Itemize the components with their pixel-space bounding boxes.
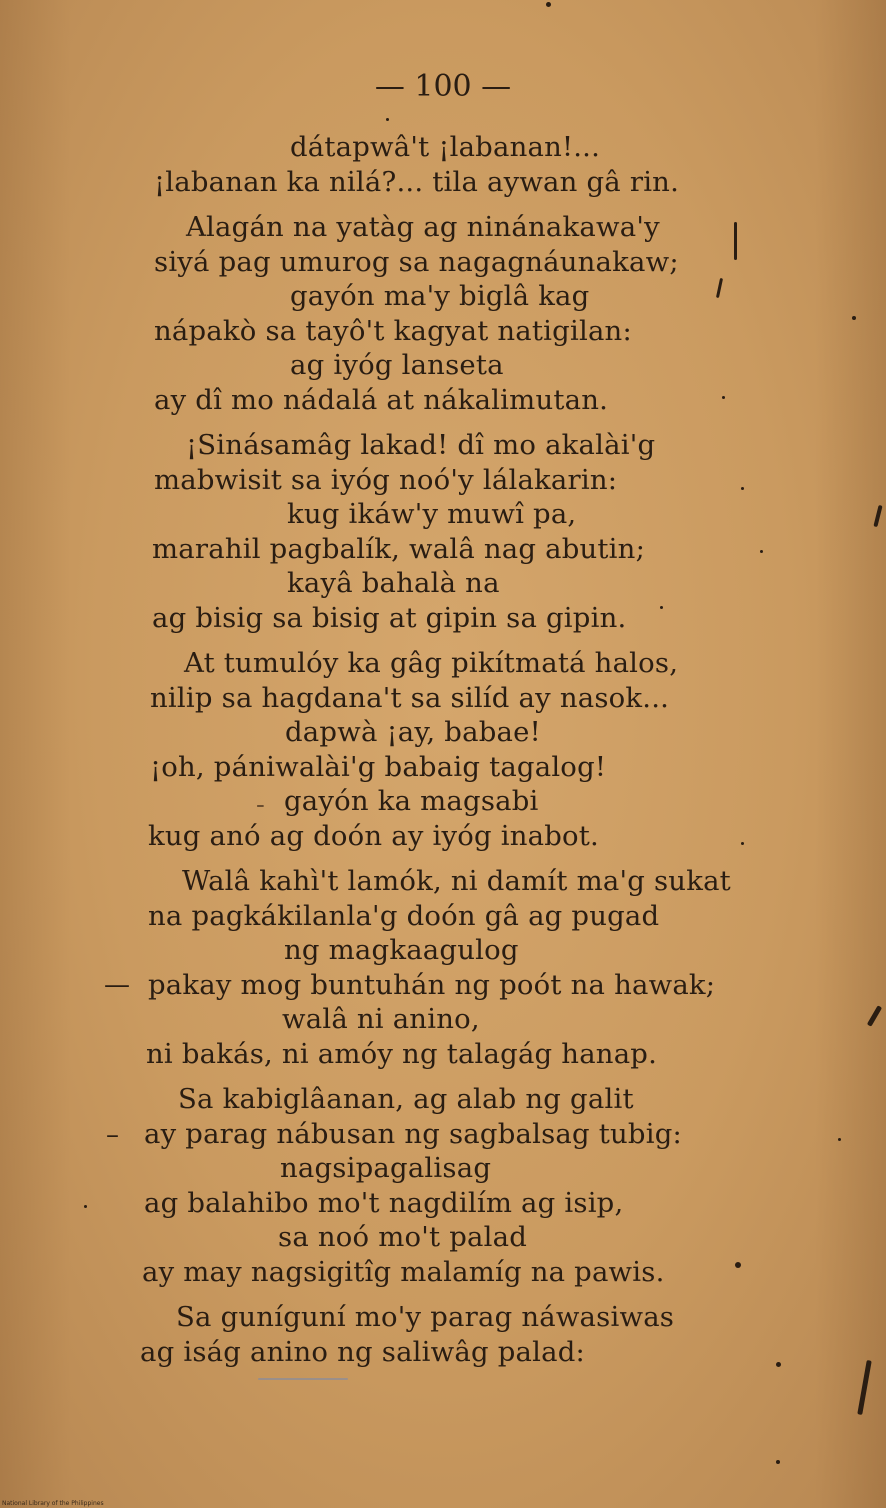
poem-line: ay dî mo nádalá at nákalimutan.	[154, 383, 609, 416]
poem-line: ay may nagsigitîg malamíg na pawis.	[142, 1255, 665, 1288]
poem	[0, 130, 886, 1369]
ink-speck	[386, 118, 389, 121]
poem-line: ag iyóg lanseta	[290, 349, 504, 381]
stanza-6	[0, 1082, 886, 1289]
ink-speck	[852, 316, 856, 320]
ink-speck	[838, 1138, 841, 1141]
ink-speck	[546, 2, 551, 7]
poem-line: gayón ma'y biglâ kag	[290, 280, 590, 312]
stanza-3	[0, 428, 886, 635]
poem-line: ag bisig sa bisig at gipin sa gipin.	[152, 601, 627, 634]
poem-line: Walâ kahì't lamók, ni damít ma'g sukat	[182, 865, 731, 897]
poem-line: kug anó ag doón ay iyóg inabot.	[148, 819, 599, 852]
margin-mark: —	[104, 970, 130, 1000]
ink-speck	[660, 606, 663, 609]
ink-speck	[776, 1362, 781, 1367]
poem-line: ¡labanan ka nilá?... tila aywan gâ rin.	[154, 165, 680, 198]
poem-line: ¡oh, pániwalài'g babaig tagalog!	[150, 750, 607, 783]
poem-line: At tumulóy ka gâg pikítmatá halos,	[184, 647, 679, 679]
poem-line: na pagkákilanla'g doón gâ ag pugad	[148, 899, 660, 932]
poem-line: Alagán na yatàg ag ninánakawa'y	[186, 211, 660, 243]
stanza-4	[0, 646, 886, 853]
margin-mark: –	[106, 1120, 119, 1150]
poem-line: Sa kabiglâanan, ag alab ng galit	[178, 1083, 634, 1115]
poem-line: kayâ bahalà na	[287, 567, 500, 599]
page-number: — 100 —	[374, 69, 512, 104]
poem-line: nilip sa hagdana't sa silíd ay nasok...	[150, 681, 670, 714]
pencil-stroke	[258, 1378, 348, 1380]
ink-speck	[741, 842, 744, 845]
poem-line: dapwà ¡ay, babae!	[285, 716, 541, 748]
poem-line: nagsipagalisag	[280, 1152, 492, 1184]
poem-line: ni bakás, ni amóy ng talagág hanap.	[146, 1037, 658, 1070]
ink-speck	[84, 1205, 87, 1208]
poem-line: pakay mog buntuhán ng poót na hawak;	[148, 968, 716, 1001]
stanza-1	[0, 130, 886, 199]
ink-speck	[741, 487, 744, 490]
stanza-5	[0, 864, 886, 1071]
poem-line: gayón ka magsabi	[284, 785, 539, 817]
poem-line: dátapwâ't ¡labanan!...	[290, 131, 601, 163]
stanza-7	[0, 1300, 886, 1369]
poem-line: ¡Sinásamâg lakad! dî mo akalài'g	[186, 429, 656, 461]
poem-line: marahil pagbalík, walâ nag abutin;	[152, 532, 646, 565]
poem-line: ag iság anino ng saliwâg palad:	[140, 1335, 585, 1368]
footer-credit: National Library of the Philippines	[2, 1500, 104, 1507]
poem-line: siyá pag umurog sa nagagnáunakaw;	[154, 245, 679, 278]
ink-speck	[776, 1460, 780, 1464]
ink-speck	[722, 396, 725, 399]
ink-speck	[735, 1262, 741, 1268]
poem-line: walâ ni anino,	[282, 1003, 480, 1035]
poem-line: mabwisit sa iyóg noó'y lálakarin:	[154, 463, 618, 496]
pencil-stroke	[734, 222, 737, 260]
margin-mark: -	[256, 790, 265, 820]
poem-line: ag balahibo mo't nagdilím ag isip,	[144, 1186, 624, 1219]
poem-line: sa noó mo't palad	[278, 1221, 527, 1253]
poem-line: kug ikáw'y muwî pa,	[287, 498, 577, 530]
stanza-2	[0, 210, 886, 417]
poem-line: ay parag nábusan ng sagbalsag tubig:	[144, 1117, 682, 1150]
poem-line: ng magkaagulog	[284, 934, 519, 966]
poem-line: Sa guníguní mo'y parag náwasiwas	[176, 1301, 675, 1333]
ink-speck	[760, 550, 763, 553]
poem-line: nápakò sa tayô't kagyat natigilan:	[154, 314, 632, 347]
